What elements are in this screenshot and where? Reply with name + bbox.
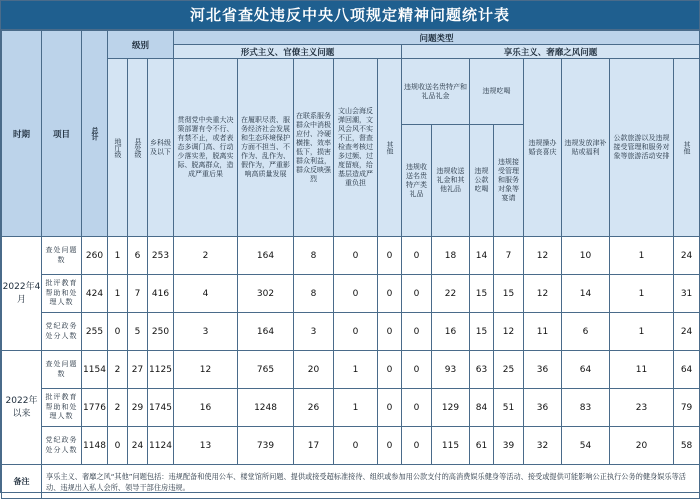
value-cell: 13 [174,427,238,465]
row-item-label: 党纪政务处分人数 [45,322,78,340]
value-cell: 0 [378,389,402,427]
value-cell: 17 [294,427,334,465]
header-formalism-service: 在联系服务群众中消极应付、冷硬横推、效率低下，损害群众利益，群众反映强烈 [294,59,334,237]
row-item-cell [42,427,82,465]
value-cell: 253 [148,237,174,275]
value-cell: 8 [294,275,334,313]
value-cell: 6 [128,237,148,275]
value-cell: 1776 [82,389,108,427]
value-cell: 739 [238,427,294,465]
value-cell: 14 [470,237,494,275]
data-body [2,237,700,465]
period-label: 2022年以来 [2,351,42,465]
header-formalism-decision: 贯彻党中央重大决策部署有令不行、有禁不止，或者表态多调门高、行动少落实差，脱离实际、脱离群众，造成严重后果 [174,59,238,237]
row-item-cell [42,313,82,351]
value-cell: 26 [294,389,334,427]
value-cell: 20 [294,351,334,389]
value-cell: 58 [674,427,700,465]
value-cell: 15 [470,313,494,351]
value-cell: 0 [378,275,402,313]
value-cell: 25 [494,351,524,389]
value-cell: 0 [378,427,402,465]
header-hedonism-other: 其他 [674,59,700,237]
value-cell: 0 [334,275,378,313]
value-cell: 164 [238,313,294,351]
value-cell: 12 [494,313,524,351]
table-title: 河北省查处违反中央八项规定精神问题统计表 [1,1,699,30]
row-item-cell [42,351,82,389]
value-cell: 6 [562,313,610,351]
period-label: 2022年4月 [2,237,42,351]
value-cell: 0 [402,389,432,427]
value-cell: 15 [470,275,494,313]
table-row [2,427,700,465]
value-cell: 1124 [148,427,174,465]
value-cell: 0 [378,237,402,275]
value-cell: 12 [174,351,238,389]
table-row [2,351,700,389]
header-formalism: 形式主义、官僚主义问题 [174,45,402,59]
value-cell: 250 [148,313,174,351]
value-cell: 765 [238,351,294,389]
note-label: 备注 [2,465,42,499]
header-total: 总计 [82,31,108,237]
value-cell: 302 [238,275,294,313]
value-cell: 7 [494,237,524,275]
row-item-label: 批评教育帮助和处理人数 [45,279,78,307]
value-cell: 11 [524,313,562,351]
header-gift-specialty: 违规收送名贵特产类礼品 [402,125,432,237]
value-cell: 0 [108,427,128,465]
table-row [2,237,700,275]
value-cell: 22 [432,275,470,313]
value-cell: 1148 [82,427,108,465]
value-cell: 1 [610,275,674,313]
header-level-prefecture: 地厅级 [108,59,128,237]
value-cell: 29 [128,389,148,427]
value-cell: 2 [108,389,128,427]
value-cell: 1 [108,275,128,313]
value-cell: 31 [674,275,700,313]
value-cell: 36 [524,389,562,427]
header-level-township: 乡科级及以下 [148,59,174,237]
value-cell: 1248 [238,389,294,427]
value-cell: 27 [128,351,148,389]
value-cell: 16 [174,389,238,427]
value-cell: 0 [334,237,378,275]
value-cell: 24 [128,427,148,465]
value-cell: 11 [610,351,674,389]
value-cell: 4 [174,275,238,313]
note-text: 享乐主义、奢靡之风“其他”问题包括：违规配备和使用公车、楼堂馆所问题、提供或接受超标准接待、组织或参加用公款支付的高消费娱乐健身等活动、接受或提供可能影响公正执行公务的健身娱乐等活动、违规出入私人会所、领导干部住房违规。 [42,465,700,499]
row-item-cell [42,275,82,313]
value-cell: 1 [610,313,674,351]
value-cell: 1 [108,237,128,275]
header-dining-group: 违规吃喝 [470,59,524,125]
value-cell: 15 [494,275,524,313]
value-cell: 0 [402,351,432,389]
value-cell: 63 [470,351,494,389]
value-cell: 0 [402,427,432,465]
value-cell: 255 [82,313,108,351]
value-cell: 20 [610,427,674,465]
value-cell: 39 [494,427,524,465]
header-travel: 公款旅游以及违规接受管理和服务对象等旅游活动安排 [610,59,674,237]
value-cell: 5 [128,313,148,351]
value-cell: 129 [432,389,470,427]
header-problem-type: 问题类型 [174,31,700,45]
value-cell: 0 [402,275,432,313]
value-cell: 416 [148,275,174,313]
value-cell: 0 [402,237,432,275]
value-cell: 1745 [148,389,174,427]
value-cell: 64 [674,351,700,389]
value-cell: 23 [610,389,674,427]
row-item-cell [42,389,82,427]
value-cell: 16 [432,313,470,351]
value-cell: 164 [238,237,294,275]
value-cell: 115 [432,427,470,465]
header-formalism-other: 其他 [378,59,402,237]
value-cell: 2 [108,351,128,389]
value-cell: 2 [174,237,238,275]
value-cell: 64 [562,351,610,389]
value-cell: 32 [524,427,562,465]
header-hedonism: 享乐主义、奢靡之风问题 [402,45,700,59]
value-cell: 79 [674,389,700,427]
header-level: 级别 [108,31,174,59]
value-cell: 83 [562,389,610,427]
value-cell: 18 [432,237,470,275]
header-gift-group: 违规收送名贵特产和礼品礼金 [402,59,470,125]
header-dining-public: 违规公款吃喝 [470,125,494,237]
value-cell: 0 [334,313,378,351]
stats-table [1,30,700,499]
value-cell: 3 [294,313,334,351]
row-item-label: 党纪政务处分人数 [45,436,78,454]
value-cell: 0 [108,313,128,351]
header-period: 时期 [2,31,42,237]
value-cell: 0 [378,351,402,389]
value-cell: 14 [562,275,610,313]
value-cell: 424 [82,275,108,313]
value-cell: 54 [562,427,610,465]
value-cell: 84 [470,389,494,427]
value-cell: 61 [470,427,494,465]
value-cell: 3 [174,313,238,351]
header-level-county: 县处级 [128,59,148,237]
row-item-label: 查处问题数 [45,246,78,264]
value-cell: 24 [674,313,700,351]
header-formalism-duty: 在履职尽责、服务经济社会发展和生态环境保护方面不担当、不作为、乱作为、假作为，严重影响高质量发展 [238,59,294,237]
header-allowances: 违规发放津补贴或福利 [562,59,610,237]
row-item-label: 批评教育帮助和处理人数 [45,393,78,421]
value-cell: 93 [432,351,470,389]
value-cell: 260 [82,237,108,275]
value-cell: 12 [524,275,562,313]
header-dining-banquet: 违规接受管理和服务对象等宴请 [494,125,524,237]
table-row [2,389,700,427]
header-weddings: 违规操办婚丧喜庆 [524,59,562,237]
value-cell: 8 [294,237,334,275]
value-cell: 1 [610,237,674,275]
value-cell: 0 [402,313,432,351]
row-item-label: 查处问题数 [45,360,78,378]
value-cell: 24 [674,237,700,275]
value-cell: 7 [128,275,148,313]
value-cell: 51 [494,389,524,427]
value-cell: 1125 [148,351,174,389]
value-cell: 1 [334,351,378,389]
table-row [2,275,700,313]
header-formalism-meetings: 文山会海反弹回潮，文风会风不实不正，督查检查考核过多过频、过度留痕，给基层造成严重负担 [334,59,378,237]
table-row [2,313,700,351]
value-cell: 0 [334,427,378,465]
value-cell: 10 [562,237,610,275]
header-gift-cash: 违规收送礼金和其他礼品 [432,125,470,237]
value-cell: 36 [524,351,562,389]
value-cell: 12 [524,237,562,275]
row-item-cell [42,237,82,275]
header-item: 项目 [42,31,82,237]
value-cell: 0 [378,313,402,351]
value-cell: 1154 [82,351,108,389]
value-cell: 1 [334,389,378,427]
